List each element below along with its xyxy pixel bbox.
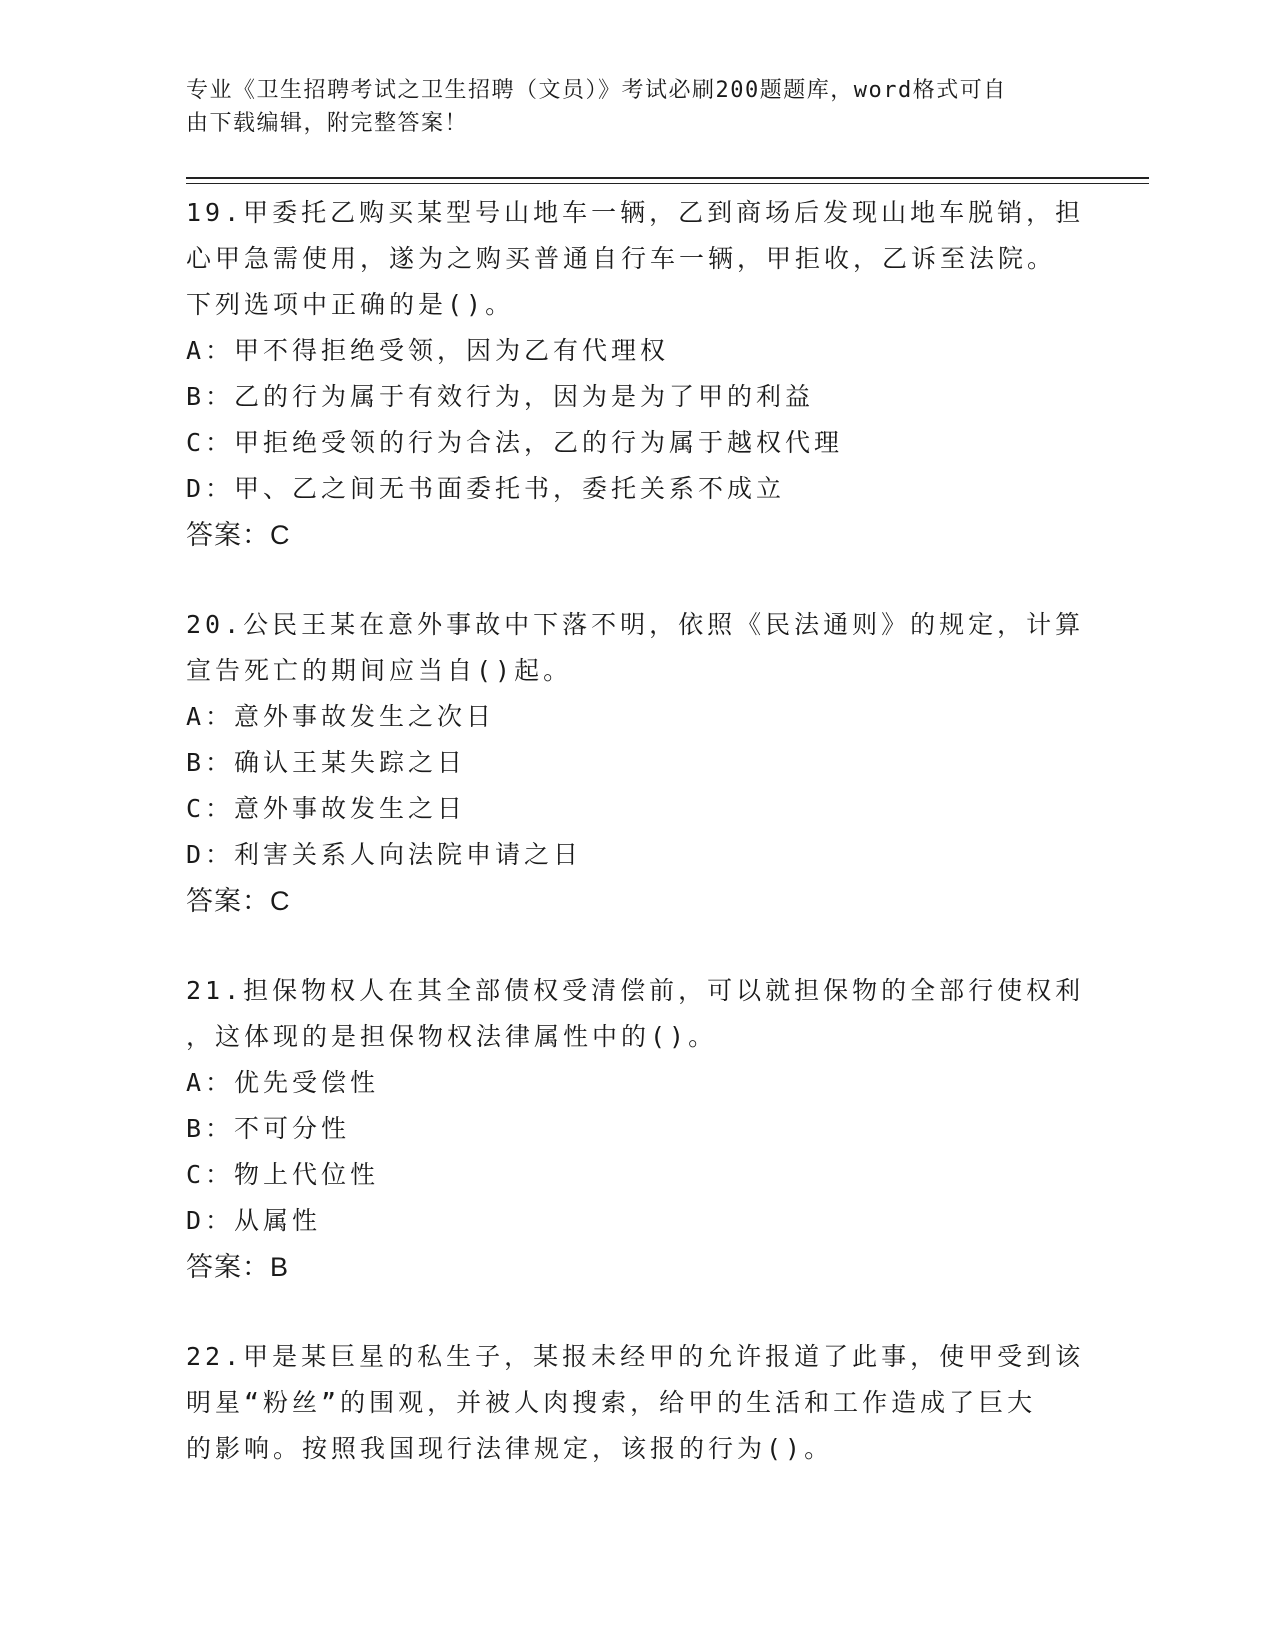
option-a: A：甲不得拒绝受领，因为乙有代理权 [186,336,670,365]
option-c: C：甲拒绝受领的行为合法，乙的行为属于越权代理 [186,428,844,457]
header-line-1: 专业《卫生招聘考试之卫生招聘（文员）》考试必刷200题题库，word格式可自 [186,78,1007,103]
document-header [186,74,1066,140]
stem-line: ，这体现的是担保物权法律属性中的()。 [186,1022,718,1051]
stem-line: 的影响。按照我国现行法律规定，该报的行为()。 [186,1434,834,1463]
answer-line: 答案：B [186,1252,290,1282]
option-d: D：利害关系人向法院申请之日 [186,840,583,869]
option-a: A：优先受偿性 [186,1068,380,1097]
stem-line: 22.甲是某巨星的私生子，某报未经甲的允许报道了此事，使甲受到该 [186,1342,1085,1371]
question-stem [186,1334,1086,1472]
stem-line: 19.甲委托乙购买某型号山地车一辆，乙到商场后发现山地车脱销，担 [186,198,1085,227]
header-divider-thick [186,177,1149,179]
stem-line: 21.担保物权人在其全部债权受清偿前，可以就担保物的全部行使权利 [186,976,1085,1005]
option-d: D：从属性 [186,1206,322,1235]
option-c: C：物上代位性 [186,1160,380,1189]
stem-line: 心甲急需使用，遂为之购买普通自行车一辆，甲拒收，乙诉至法院。 [186,244,1057,273]
question-list [186,190,1086,1516]
question-22 [186,1334,1086,1472]
stem-line: 明星“粉丝”的围观，并被人肉搜索，给甲的生活和工作造成了巨大 [186,1388,1037,1417]
option-a: A：意外事故发生之次日 [186,702,496,731]
answer-line: 答案：C [186,886,291,916]
stem-line: 下列选项中正确的是()。 [186,290,515,319]
question-stem [186,968,1086,1060]
stem-line: 宣告死亡的期间应当自()起。 [186,656,573,685]
option-b: B：乙的行为属于有效行为，因为是为了甲的利益 [186,382,815,411]
question-stem [186,602,1086,694]
question-19 [186,190,1086,558]
answer-line: 答案：C [186,520,291,550]
option-b: B：不可分性 [186,1114,351,1143]
option-c: C：意外事故发生之日 [186,794,467,823]
question-21 [186,968,1086,1290]
stem-line: 20.公民王某在意外事故中下落不明，依照《民法通则》的规定，计算 [186,610,1085,639]
option-b: B：确认王某失踪之日 [186,748,467,777]
header-divider-thin [186,183,1149,184]
option-d: D：甲、乙之间无书面委托书，委托关系不成立 [186,474,786,503]
header-line-2: 由下载编辑，附完整答案！ [186,111,469,136]
question-stem [186,190,1086,328]
question-20 [186,602,1086,924]
